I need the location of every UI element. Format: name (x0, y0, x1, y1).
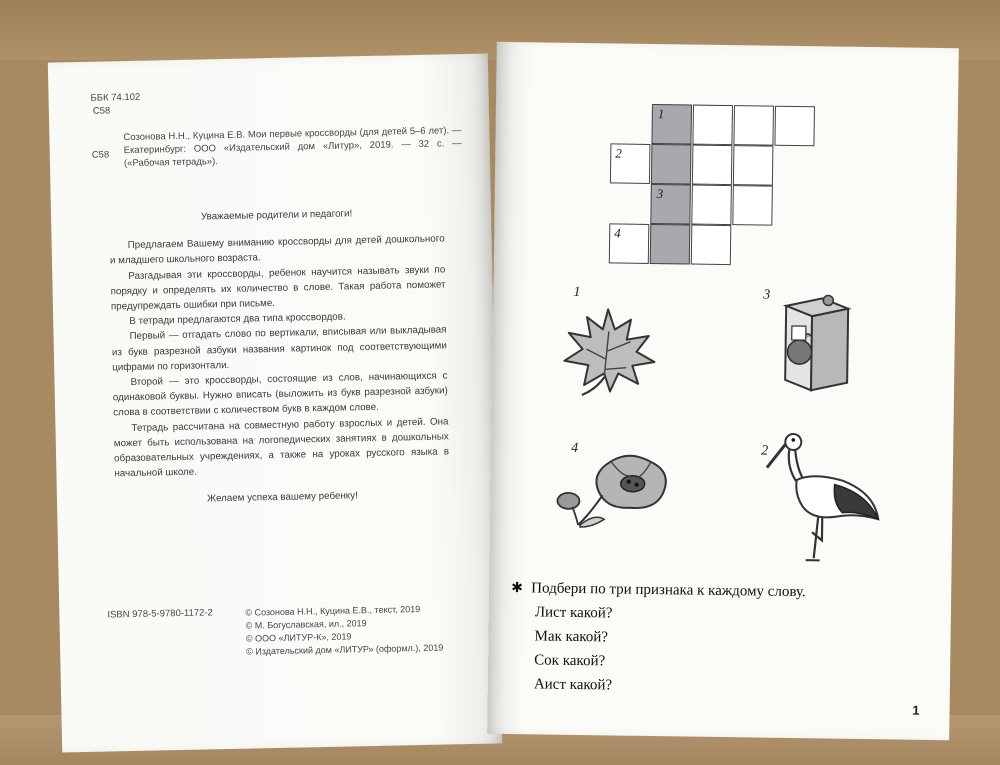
copyright-line: © Созонова Н.Н., Куцина Е.В., текст, 2019 (245, 604, 421, 618)
paragraph: Первый — отгадать слово по вертикали, вписывая или выкладывая из букв разрезной азбуки названия картинок под соответствующими цифрами по горизонтали. (111, 324, 447, 374)
left-page (48, 53, 502, 752)
crossword-cell[interactable] (650, 224, 691, 265)
copyright-line: © Издательский дом «ЛИТУР» (оформл.), 2019 (246, 642, 444, 657)
isbn: ISBN 978-5-9780-1172-2 (107, 607, 213, 621)
bbk-block (90, 91, 140, 118)
crossword-cell[interactable] (691, 225, 732, 266)
star-icon: ✱ (511, 581, 524, 597)
paragraph: Предлагаем Вашему вниманию кроссворды для детей дошкольного и младшего школьного возраста. (109, 233, 445, 267)
task-line: Мак какой? (534, 628, 609, 646)
picture-number: 1 (573, 284, 581, 300)
maple-leaf-icon (552, 301, 663, 403)
crossword-cell[interactable] (651, 144, 692, 185)
crossword-number: 2 (615, 145, 622, 161)
paragraph: Второй — это кроссворды, состоящие из слов, начинающихся с одинаковой буквы. Нужно вписать (выложить из букв разрезной азбуки) слова в соответствии с количеством букв в каждом слове. (112, 370, 448, 419)
picture-number: 4 (571, 440, 579, 456)
task-line: Сок какой? (534, 652, 606, 670)
copyright-block (245, 602, 456, 658)
udc-code: С58 (92, 105, 111, 117)
crossword-cell[interactable] (774, 106, 815, 147)
biblio-text: Созонова Н.Н., Куцина Е.В. Мои первые кроссворды (для детей 5–6 лет). — Екатеринбург: ООО «Издательский дом «Литур», 2019. — 32 с. — («Рабочая тетрадь»). (123, 125, 462, 170)
task-line: Лист какой? (534, 604, 613, 622)
crossword-number: 1 (657, 106, 665, 122)
biblio-index: С58 (91, 149, 110, 161)
task-line: Аист какой? (533, 676, 613, 694)
paragraph: Тетрадь рассчитана на совместную работу взрослых и детей. Она может быть использована на логопедических занятиях в дошкольных образовательных учреждениях, а также на уроках русского языка в начальной школе. (113, 416, 450, 480)
crossword-cell[interactable] (733, 105, 774, 146)
introduction (109, 204, 450, 509)
greeting: Уважаемые родители и педагоги! (200, 208, 353, 223)
picture-number: 3 (763, 287, 771, 303)
crossword-number: 4 (614, 225, 621, 241)
crossword-cell[interactable] (692, 145, 733, 186)
paragraph: В тетради предлагаются два типа кроссвордов. (129, 311, 346, 328)
right-page (487, 42, 959, 740)
copyright-line: © ООО «ЛИТУР-К», 2019 (245, 631, 352, 644)
wish: Желаем успеха вашему ребенку! (206, 490, 358, 505)
crossword-cell[interactable] (691, 185, 732, 226)
paragraph: Разгадывая эти кроссворды, ребенок научится называть звуки по порядку и определять их количество в слове. Такая работа поможет предупреждать ошибки при письме. (110, 264, 446, 313)
crossword-cell[interactable] (733, 145, 774, 186)
crossword-cell[interactable] (692, 105, 733, 146)
crossword-number: 3 (656, 186, 664, 202)
picture-number: 2 (761, 443, 769, 459)
page-number: 1 (912, 702, 920, 718)
bibliography (91, 124, 462, 171)
task-instruction: Подбери по три признака к каждому слову. (531, 580, 806, 601)
stork-icon (762, 428, 894, 570)
poppy-icon (550, 451, 681, 533)
crossword-cell[interactable] (732, 185, 773, 226)
juice-box-icon (777, 286, 859, 397)
bbk-code: ББК 74.102 (90, 91, 141, 104)
copyright-line: © М. Богуславская, ил., 2019 (245, 618, 367, 631)
